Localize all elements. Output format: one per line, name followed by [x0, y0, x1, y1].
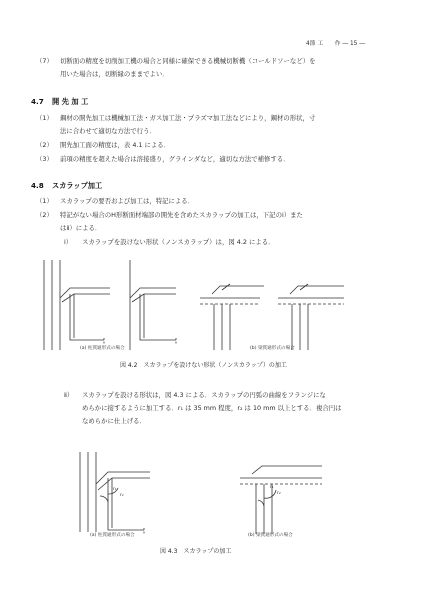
running-head: 4節 工 作 ― 15 ― — [306, 41, 366, 47]
sub-item-ii-line-1: スカラップを設ける形状は，図 4.3 による．スカラップの円弧の曲線をフランジにな — [82, 391, 326, 399]
fig-4-2-sub-a: (a) 柱貫通形式の場合 — [80, 346, 125, 351]
figure-4-3-caption: 図 4.3 スカラップの加工 — [160, 548, 232, 555]
section-4-7-item-1-line-2: 法に合わせて適切な方法で行う． — [60, 127, 156, 135]
fig-4-3-r1-label-b: r₁ — [270, 485, 274, 490]
section-4-7-item-2-number: （2） — [36, 141, 53, 149]
section-4-8-item-1-number: （1） — [36, 197, 53, 205]
fig-4-2-b-right-detail — [278, 284, 344, 350]
section-4-8-item-2-line-2: はⅱ）による． — [60, 224, 102, 232]
section-4-7-item-1-line-1: 鋼材の開先加工は機械加工法・ガス加工法・プラズマ加工法などにより，鋼材の形状，寸 — [60, 114, 316, 122]
fig-4-3-b-detail — [240, 466, 322, 534]
sub-item-i-text: スカラップを設けない形状（ノンスカラップ）は，図 4.2 による． — [82, 238, 275, 246]
section-4-7-number: 4.7 — [31, 97, 44, 106]
section-4-8-item-2-line-1: 特記がない場合のH形断面材端部の開先を含めたスカラップの加工は，下記のⅰ）また — [60, 211, 303, 219]
section-4-7-item-1-number: （1） — [36, 114, 53, 122]
section-4-7-item-2-text: 開先加工面の精度は，表 4.1 による． — [60, 141, 171, 149]
fig-4-2-b-left-detail — [200, 284, 264, 350]
fig-4-3-r1-label-a: r₁ — [113, 487, 117, 492]
section-4-8-title: スカラップ加工 — [52, 181, 103, 190]
fig-4-2-sub-b: (b) 梁貫通形式の場合 — [250, 346, 295, 351]
sub-item-i-number: ⅰ） — [64, 238, 73, 246]
item-7-line-1: 切断面の精度を切削加工機の場合と同様に確保できる機械切断機（コールドソーなど）を — [60, 57, 316, 65]
section-4-8-item-1-text: スカラップの要否および加工は，特記による． — [60, 197, 195, 205]
sub-item-ii-line-3: なめらかに仕上げる． — [82, 417, 146, 425]
figure-4-2-caption: 図 4.2 スカラップを設けない形状（ノンスカラップ）の加工 — [120, 362, 287, 369]
sub-item-ii-number: ⅱ） — [64, 391, 74, 399]
figure-4-3-drawings — [0, 448, 424, 538]
figure-4-2-drawings — [0, 258, 424, 358]
fig-4-3-r2-label-a: r₂ — [120, 493, 124, 498]
section-4-8-number: 4.8 — [31, 181, 44, 190]
section-4-8-item-2-number: （2） — [36, 211, 53, 219]
section-4-7-title: 開 先 加 工 — [52, 97, 89, 106]
fig-4-2-a-left-detail — [44, 260, 110, 350]
fig-4-2-a-right-detail — [130, 260, 176, 350]
item-7-number: （7） — [36, 57, 53, 65]
fig-4-3-sub-b: (b) 梁貫通形式の場合 — [248, 533, 293, 538]
sub-item-ii-line-2: めらかに接するように加工する．r₁ は 35 mm 程度，r₂ は 10 mm 以上とする．複合円は — [82, 404, 342, 412]
section-4-7-item-3-text: 前項の精度を超えた場合は溶接盛り，グラインダなど，適切な方法で補修する． — [60, 155, 290, 163]
fig-4-3-sub-a: (a) 柱貫通形式の場合 — [90, 533, 135, 538]
fig-4-3-r2-label-b: r₂ — [277, 491, 281, 496]
item-7-line-2: 用いた場合は，切断縁のままでよい． — [60, 70, 169, 78]
section-4-7-item-3-number: （3） — [36, 155, 53, 163]
